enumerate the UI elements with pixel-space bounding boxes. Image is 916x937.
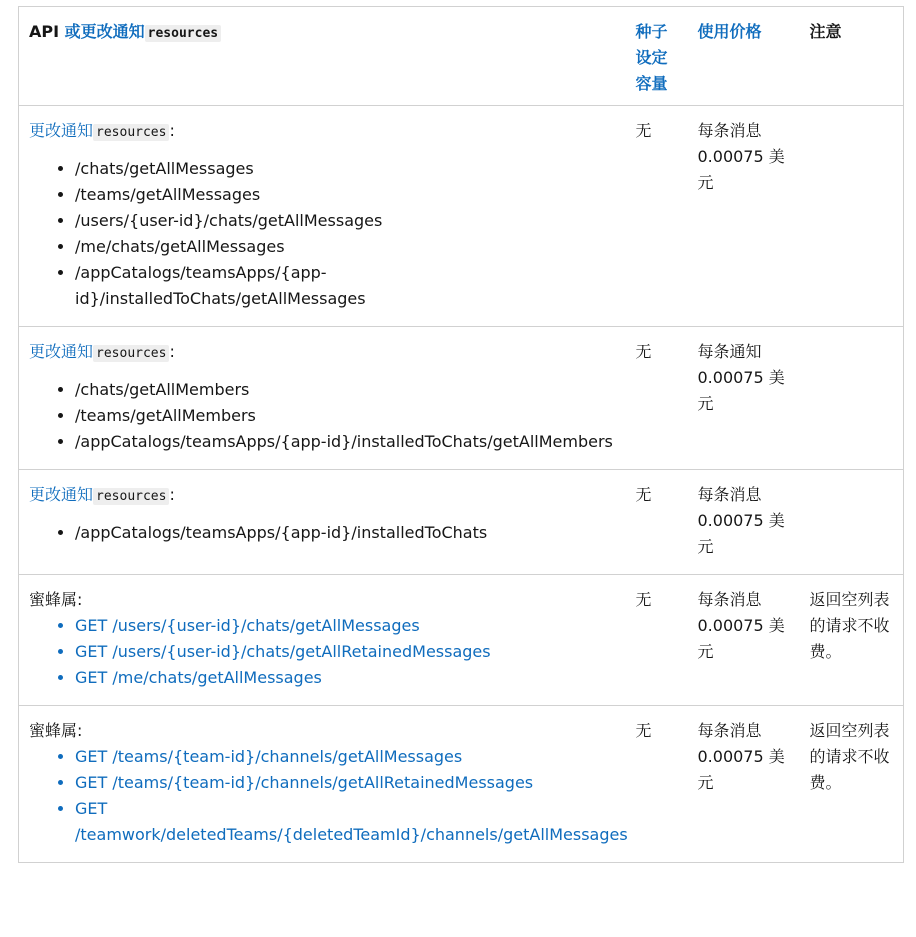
api-cell	[19, 575, 626, 706]
list-item	[75, 796, 628, 848]
usage-price-link[interactable]: 使用价格	[697, 22, 762, 41]
header-api-prefix: API	[29, 22, 60, 41]
colon: :	[169, 121, 175, 140]
list-item: • /chats/getAllMessages	[75, 156, 616, 182]
header-api	[19, 7, 626, 106]
price-cell: 每条消息 0.00075 美元	[688, 575, 800, 706]
resource-list	[29, 377, 616, 455]
table-row	[19, 327, 904, 470]
list-item: • /chats/getAllMembers	[75, 377, 616, 403]
api-link[interactable]: GET /teams/{team-id}/channels/getAllMessages	[75, 747, 463, 766]
api-link[interactable]: GET /me/chats/getAllMessages	[75, 668, 322, 687]
pricing-table	[18, 6, 904, 863]
list-item: • /me/chats/getAllMessages	[75, 234, 616, 260]
change-notification-link[interactable]: 更改通知	[29, 121, 94, 140]
header-change-notification-link[interactable]: 或更改通知	[64, 22, 145, 41]
table-row	[19, 706, 904, 863]
price-cell: 每条消息 0.00075 美元	[688, 470, 800, 575]
api-link[interactable]: GET /users/{user-id}/chats/getAllMessages	[75, 616, 420, 635]
resources-code: resources	[93, 124, 169, 141]
seed-cell: 无	[626, 106, 688, 327]
note-cell: 返回空列表的请求不收费。	[800, 706, 904, 863]
table-row	[19, 575, 904, 706]
note-cell	[800, 327, 904, 470]
api-cell	[19, 106, 626, 327]
header-usage-price	[688, 7, 800, 106]
api-link-list	[29, 613, 616, 691]
resource-list	[29, 520, 616, 546]
resources-code: resources	[93, 345, 169, 362]
list-item: • /appCatalogs/teamsApps/{app-id}/installedToChats/getAllMembers	[75, 429, 616, 455]
seed-capacity-link[interactable]: 种子设定容量	[635, 22, 668, 93]
seed-cell: 无	[626, 575, 688, 706]
list-item: • /appCatalogs/teamsApps/{app-id}/installedToChats/getAllMessages	[75, 260, 616, 312]
list-item: • /appCatalogs/teamsApps/{app-id}/installedToChats	[75, 520, 616, 546]
header-note: 注意	[800, 7, 904, 106]
price-cell: 每条消息 0.00075 美元	[688, 706, 800, 863]
seed-cell: 无	[626, 706, 688, 863]
table-row	[19, 470, 904, 575]
seed-cell: 无	[626, 470, 688, 575]
apis-label: 蜜蜂属:	[29, 590, 83, 609]
list-item	[75, 665, 616, 691]
change-notification-link[interactable]: 更改通知	[29, 342, 94, 361]
api-link[interactable]: GET /users/{user-id}/chats/getAllRetainedMessages	[75, 642, 491, 661]
change-notification-link[interactable]: 更改通知	[29, 485, 94, 504]
apis-label: 蜜蜂属:	[29, 721, 83, 740]
price-cell: 每条通知 0.00075 美元	[688, 327, 800, 470]
api-cell	[19, 327, 626, 470]
note-cell: 返回空列表的请求不收费。	[800, 575, 904, 706]
list-item: • /users/{user-id}/chats/getAllMessages	[75, 208, 616, 234]
colon: :	[169, 342, 175, 361]
resources-code: resources	[93, 488, 169, 505]
api-cell	[19, 706, 626, 863]
seed-cell: 无	[626, 327, 688, 470]
api-link[interactable]: GET /teams/{team-id}/channels/getAllRetainedMessages	[75, 773, 534, 792]
note-cell	[800, 106, 904, 327]
colon: :	[169, 485, 175, 504]
api-link-list	[29, 744, 628, 848]
list-item	[75, 744, 616, 770]
table-row	[19, 106, 904, 327]
header-row	[19, 7, 904, 106]
list-item	[75, 770, 616, 796]
list-item: • /teams/getAllMembers	[75, 403, 616, 429]
api-link[interactable]: GET /teamwork/deletedTeams/{deletedTeamId}/channels/getAllMessages	[75, 799, 628, 844]
resource-list	[29, 156, 616, 312]
list-item: • /teams/getAllMessages	[75, 182, 616, 208]
header-resources-code: resources	[145, 25, 221, 42]
price-cell: 每条消息 0.00075 美元	[688, 106, 800, 327]
list-item	[75, 613, 616, 639]
header-seed-capacity	[626, 7, 688, 106]
list-item	[75, 639, 616, 665]
note-cell	[800, 470, 904, 575]
api-cell	[19, 470, 626, 575]
